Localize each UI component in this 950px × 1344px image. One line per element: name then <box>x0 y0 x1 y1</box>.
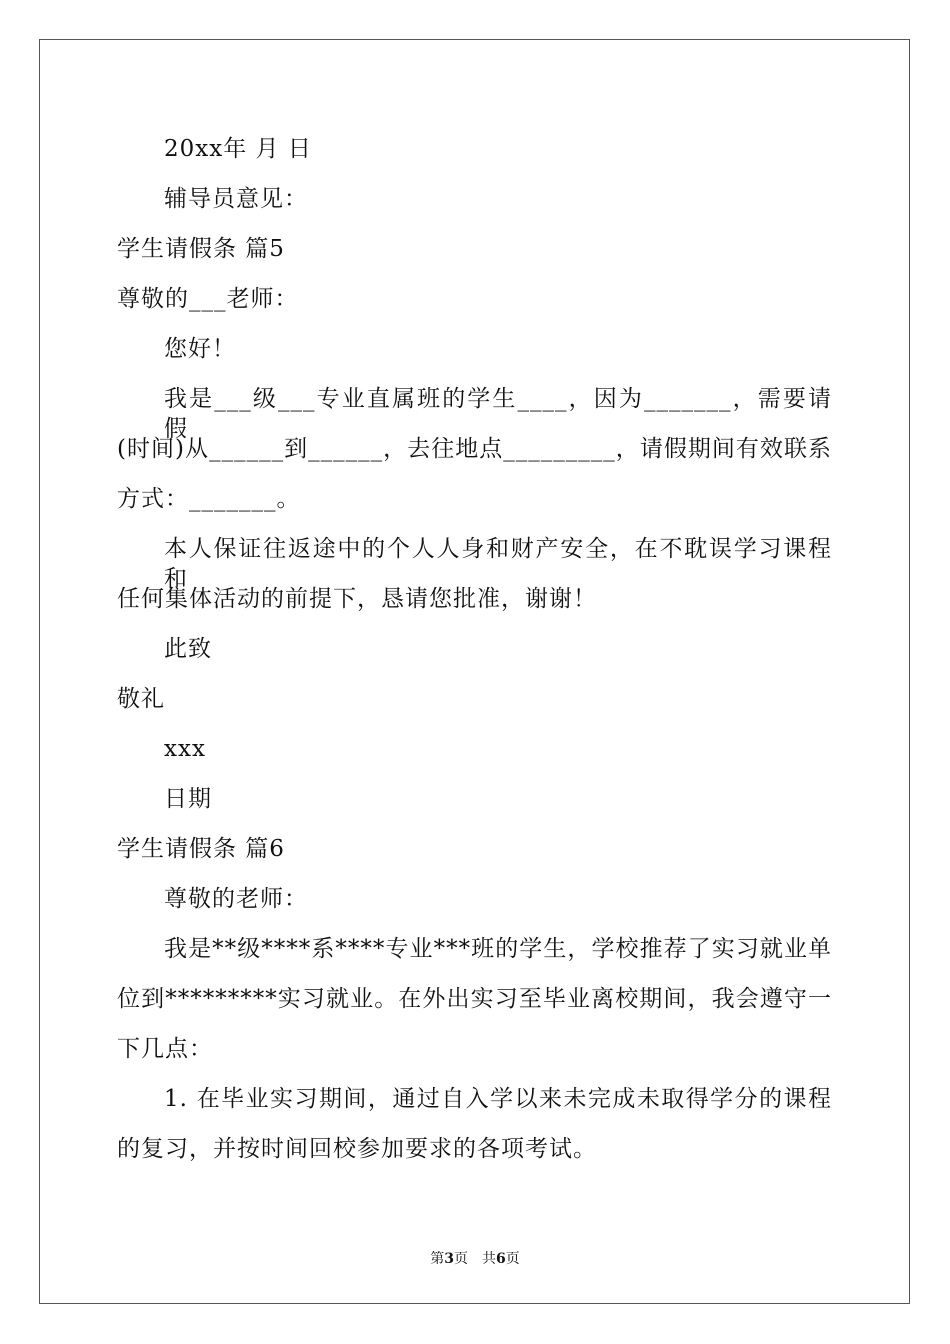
page-total: 6 <box>496 1251 506 1267</box>
signature: xxx <box>164 736 206 762</box>
body-line: 我是___级___专业直属班的学生____，因为_______，需要请假 <box>164 386 832 442</box>
page-suffix: 页 <box>505 1251 520 1267</box>
salutation: 尊敬的老师： <box>164 886 308 912</box>
date-field: 日期 <box>164 786 212 812</box>
salutation: 尊敬的___老师： <box>117 286 299 312</box>
page-mid: 页 共 <box>454 1251 496 1267</box>
closing-regards: 敬礼 <box>117 686 165 712</box>
section-heading-5: 学生请假条 篇5 <box>117 236 285 262</box>
body-line: 我是**级****系****专业***班的学生，学校推荐了实习就业单 <box>164 936 832 962</box>
body-line: 的复习，并按时间回校参加要求的各项考试。 <box>117 1136 597 1162</box>
section-heading-6: 学生请假条 篇6 <box>117 836 285 862</box>
body-line: 任何集体活动的前提下，恳请您批准，谢谢！ <box>117 586 597 612</box>
closing-phrase: 此致 <box>164 636 212 662</box>
body-line: 下几点： <box>117 1036 213 1062</box>
greeting: 您好！ <box>164 336 236 362</box>
page-number-footer <box>0 1248 950 1268</box>
body-line: 1. 在毕业实习期间，通过自入学以来未完成未取得学分的课程 <box>164 1086 832 1112</box>
body-line: (时间)从______到______，去往地点_________，请假期间有效联系 <box>117 436 832 462</box>
page-current: 3 <box>444 1251 454 1267</box>
body-line: 方式：_______。 <box>117 486 301 512</box>
body-line: 位到*********实习就业。在外出实习至毕业离校期间，我会遵守一 <box>117 986 832 1012</box>
body-line: 本人保证往返途中的个人人身和财产安全，在不耽误学习课程和 <box>164 536 832 592</box>
date-line: 20xx年 月 日 <box>164 136 312 162</box>
page-prefix: 第 <box>430 1251 445 1267</box>
counselor-opinion: 辅导员意见： <box>164 186 308 212</box>
page-border <box>39 39 910 1304</box>
